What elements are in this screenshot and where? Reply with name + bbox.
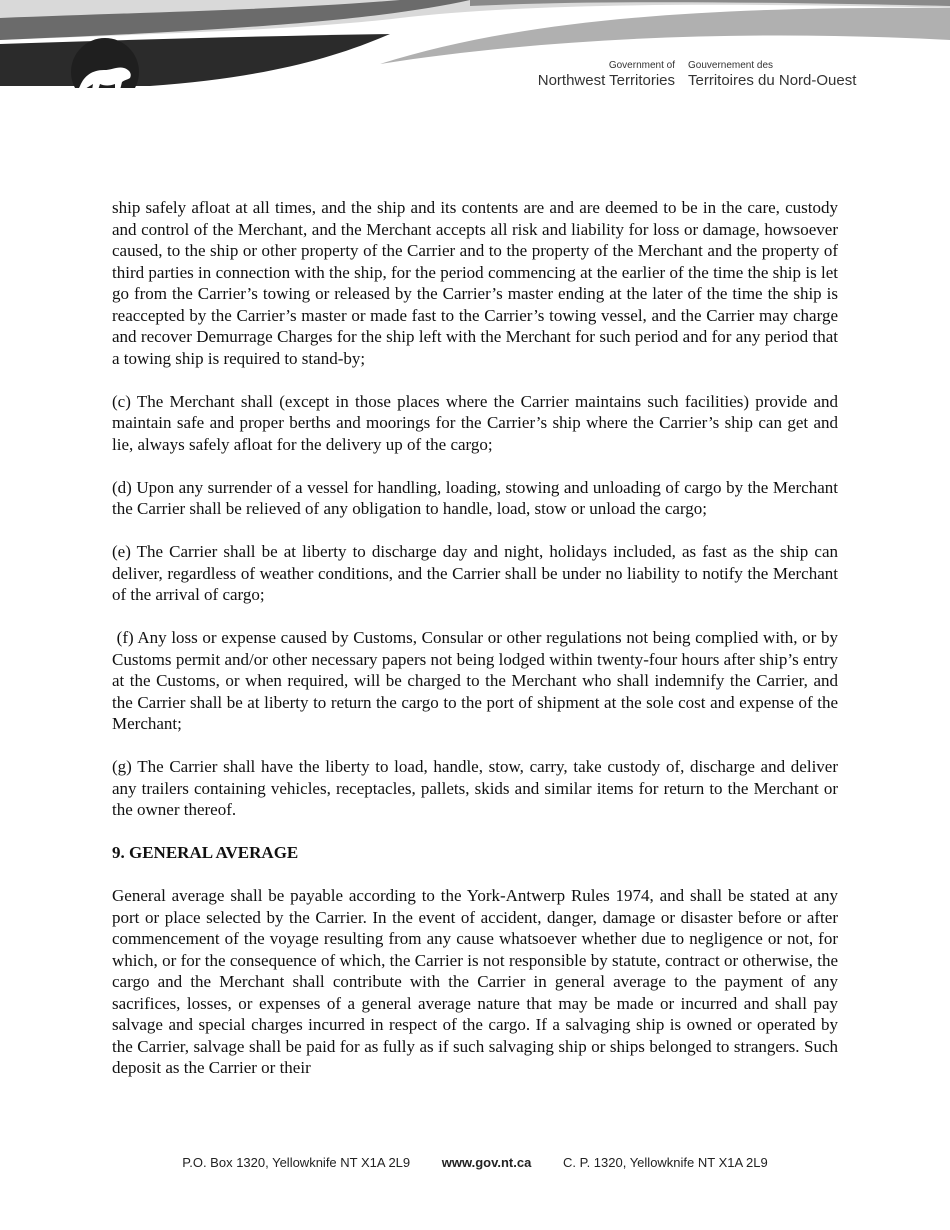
letterhead-swoosh-graphic xyxy=(0,0,950,110)
gov-fr-small: Gouvernement des xyxy=(688,60,774,71)
footer-address-french: C. P. 1320, Yellowknife NT X1A 2L9 xyxy=(562,1155,768,1170)
paragraph-continued: ship safely afloat at all times, and the ship and its contents are and are deemed to be in the care, custody and control of the Merchant, and the Merchant accepts all risk and liability for loss or damage, howsoever caused, to the ship or other property of the Carrier and to the property of the Merchant and the property of third parties in connection with the ship, for the period commencing at the earlier of the time the ship is let go from the Carrier’s towing or released by the Carrier’s master ending at the later of the time the ship is reaccepted by the Carrier’s master or made fast to the Carrier’s towing vessel, and the Carrier may charge and recover Demurrage Charges for the ship left with the Merchant for such period and for any period that a towing ship is required to stand-by; xyxy=(112,198,838,368)
paragraph-f: (f) Any loss or expense caused by Customs, Consular or other regulations not being complied with, or by Customs permit and/or other necessary papers not being lodged within twenty-four hours after ship’s entry at the Customs, or when required, will be charged to the Merchant who shall indemnify the Carrier, and the Carrier shall be at liberty to return the cargo to the port of shipment at the sole cost and expense of the Merchant; xyxy=(112,628,843,733)
paragraph-c: (c) The Merchant shall (except in those places where the Carrier maintains such facilities) provide and maintain safe and proper berths and moorings for the Carrier’s ship where the Carrier’s ship can get and lie, always safely afloat for the delivery up of the cargo; xyxy=(112,391,838,454)
paragraph-d: (d) Upon any surrender of a vessel for handling, loading, stowing and unloading of cargo by the Merchant the Carrier shall be relieved of any obligation to handle, load, stow or unload the cargo; xyxy=(112,477,838,518)
letterhead-footer xyxy=(0,1155,950,1170)
footer-address-english: P.O. Box 1320, Yellowknife NT X1A 2L9 xyxy=(182,1155,411,1170)
government-name-english xyxy=(523,60,675,90)
government-name-french xyxy=(688,60,888,90)
letterhead xyxy=(0,0,950,110)
gov-en-small: Government of xyxy=(608,60,675,71)
paragraph-general-average: General average shall be payable according to the York-Antwerp Rules 1974, and shall be stated at any port or place selected by the Carrier. In the event of accident, danger, damage or disaster before or after commencement of the voyage resulting from any cause whatsoever whether due to negligence or not, for which, or for the consequence of which, the Carrier is not responsible by statute, contract or otherwise, the cargo and the Merchant shall contribute with the Carrier in general average to the payment of any sacrifices, losses, or expenses of a general average nature that may be made or incurred and shall pay salvage and special charges incurred in respect of the cargo. If a salvaging ship is owned or operated by the Carrier, salvage shall be paid for as fully as if such salvaging ship or ships belonged to strangers. Such deposit as the Carrier or their xyxy=(112,886,838,1077)
footer-website-link[interactable]: www.gov.nt.ca xyxy=(441,1155,532,1170)
section-heading-general-average: 9. GENERAL AVERAGE xyxy=(112,843,299,862)
paragraph-e: (e) The Carrier shall be at liberty to discharge day and night, holidays included, as fast as the ship can deliver, regardless of weather conditions, and the Carrier shall be under no liability to notify the Merchant of the arrival of cargo; xyxy=(112,542,838,604)
gov-en-large: Northwest Territories xyxy=(537,72,675,89)
paragraph-g: (g) The Carrier shall have the liberty to load, handle, stow, carry, take custody of, discharge and deliver any trailers containing vehicles, receptacles, pallets, skids and similar items for return to the Merchant or the owner thereof. xyxy=(112,757,838,819)
document-body xyxy=(112,197,843,1079)
gov-fr-large: Territoires du Nord-Ouest xyxy=(688,72,857,89)
